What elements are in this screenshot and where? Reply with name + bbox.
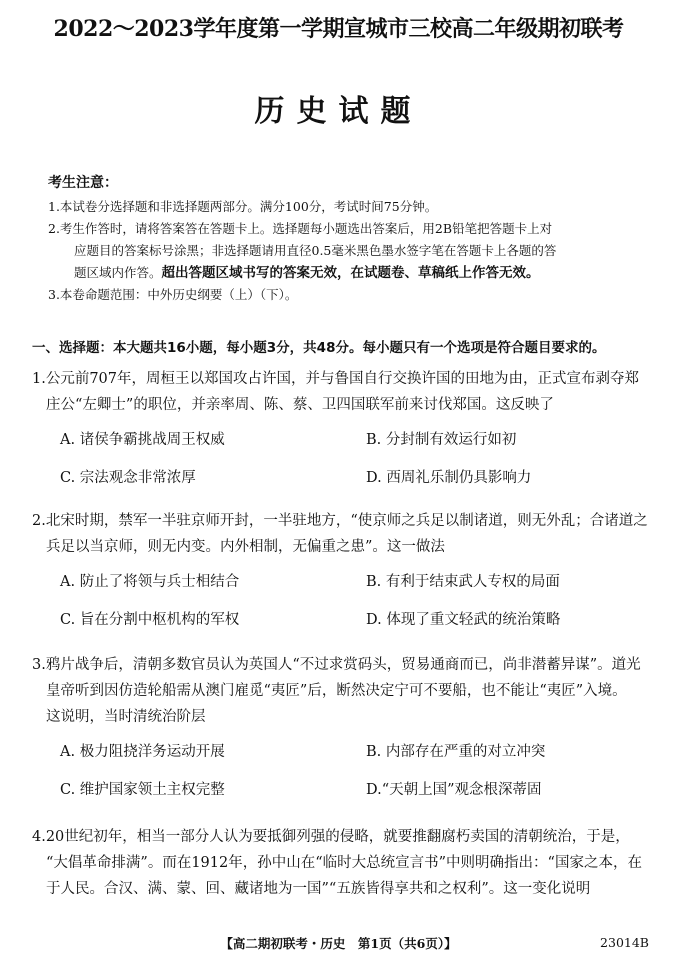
option-a: A. 防止了将领与兵士相结合 [60, 574, 240, 590]
question-stem-line: 3.鸦片战争后，清朝多数官员认为英国人“不过求赏码头，贸易通商而已，尚非潜蓄异谋”。道光 [32, 657, 641, 673]
options-block [32, 422, 652, 508]
question-3 [32, 652, 652, 820]
question-stem-line: 庄公“左卿士”的职位，并亲率周、陈、蔡、卫四国联军前来讨伐郑国。这反映了 [46, 397, 554, 413]
notice-item-2-plain: 题区域内作答。 [74, 265, 162, 280]
question-2 [32, 508, 652, 650]
section-heading: 一、选择题：本大题共16小题，每小题3分，共48分。每小题只有一个选项是符合题目要求的。 [32, 340, 606, 356]
subject-title: 历史试题 [254, 94, 423, 129]
option-a: A. 极力阻挠洋务运动开展 [60, 744, 225, 760]
option-d: D. 西周礼乐制仍具影响力 [366, 470, 532, 486]
notice-item-2-line-3 [48, 262, 648, 284]
exam-title: 2022～2023学年度第一学期宣城市三校高二年级期初联考 [53, 16, 624, 42]
question-1 [32, 366, 652, 508]
question-stem-line: 2.北宋时期，禁军一半驻京师开封，一半驻地方，“使京师之兵足以制诸道，则无外乱；合诸道之 [32, 513, 648, 529]
question-stem-line: 4.20世纪初年，相当一部分人认为要抵御列强的侵略，就要推翻腐朽卖国的清朝统治，于是， [32, 829, 630, 845]
question-4 [32, 824, 652, 902]
question-stem-line: 皇帝听到因仿造轮船需从澳门雇觅“夷匠”后，断然决定宁可不要船，也不能让“夷匠”入境。 [46, 683, 627, 699]
question-stem-line: 于人民。合汉、满、蒙、回、藏诸地为一国”“五族皆得享共和之权利”。这一变化说明 [46, 881, 591, 897]
option-b: B. 分封制有效运行如初 [366, 432, 517, 448]
option-b: B. 有利于结束武人专权的局面 [366, 574, 560, 590]
paper-code: 23014B [600, 935, 649, 950]
notice-item-3: 3.本卷命题范围：中外历史纲要（上）（下）。 [48, 287, 298, 302]
options-block [32, 564, 652, 650]
option-c: C. 维护国家领土主权完整 [60, 782, 225, 798]
question-stem-line: 兵足以当京师，则无内变。内外相制，无偏重之患”。这一做法 [46, 539, 445, 555]
option-c: C. 旨在分割中枢机构的军权 [60, 612, 240, 628]
question-stem-line: “大倡革命排满”。而在1912年，孙中山在“临时大总统宣言书”中则明确指出：“国家之本，在 [46, 855, 642, 871]
notice-heading: 考生注意： [48, 175, 118, 191]
option-c: C. 宗法观念非常浓厚 [60, 470, 196, 486]
option-d: D.“天朝上国”观念根深蒂固 [366, 782, 542, 798]
page-footer: 【高二期初联考・历史 第1页（共6页）】 [220, 936, 457, 951]
option-a: A. 诸侯争霸挑战周王权威 [60, 432, 225, 448]
notice-item-2-emphasis: 超出答题区域书写的答案无效，在试题卷、草稿纸上作答无效。 [161, 265, 540, 281]
question-stem-line: 1.公元前707年，周桓王以郑国攻占许国，并与鲁国自行交换许国的田地为由，正式宣布剥夺郑 [32, 371, 640, 387]
options-block [32, 734, 652, 820]
notice-item-1: 1.本试卷分选择题和非选择题两部分。满分100分，考试时间75分钟。 [48, 199, 438, 214]
candidate-notice [48, 172, 648, 306]
notice-item-2-line-2: 应题目的答案标号涂黑；非选择题请用直径0.5毫米黑色墨水签字笔在答题卡上各题的答 [74, 243, 557, 258]
notice-item-2-line-1: 2.考生作答时，请将答案答在答题卡上。选择题每小题选出答案后，用2B铅笔把答题卡上对 [48, 221, 553, 236]
option-b: B. 内部存在严重的对立冲突 [366, 744, 546, 760]
option-d: D. 体现了重文轻武的统治策略 [366, 612, 561, 628]
question-stem-line: 这说明，当时清统治阶层 [46, 709, 206, 725]
